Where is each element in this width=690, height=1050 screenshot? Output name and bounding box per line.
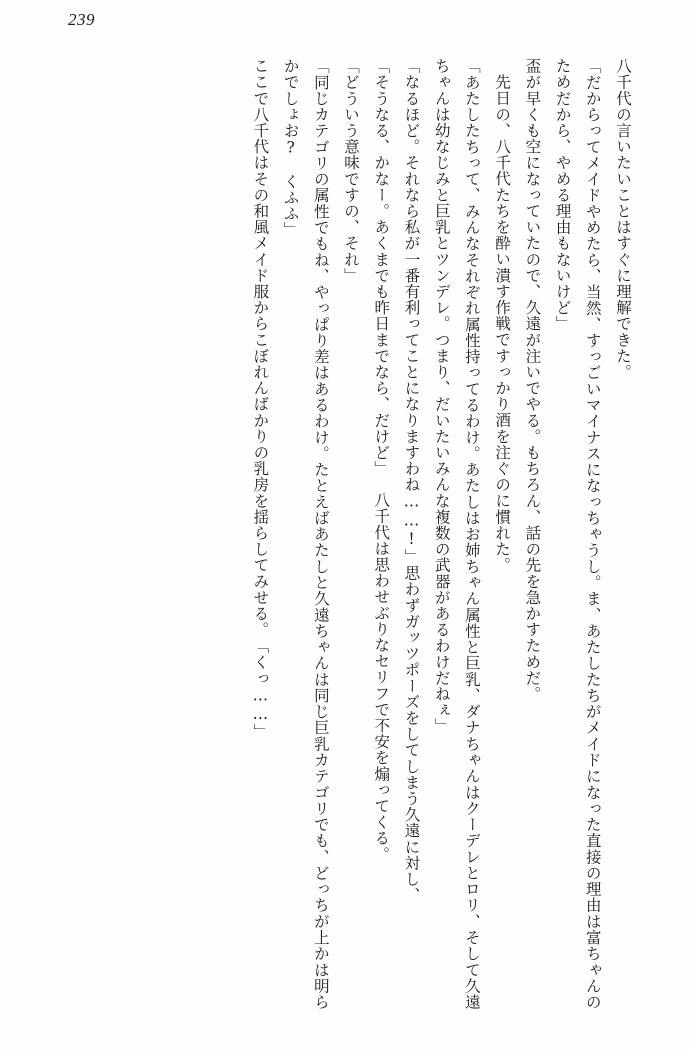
paragraph: 「なるほど。それなら私が一番有利ってことになりますわね……!」 [402,58,421,565]
paragraph: 「だからってメイドやめたら、当然、すっごいマイナスになっちゃうし。ま、あたしたちがメイドになった直接の理由は富ちゃんのためだから、やめる理由もないけど」 [553,58,602,1010]
paragraph: 「どういう意味ですの、それ」 [342,58,361,284]
paragraph: 「同じカテゴリの属性でもね、やっぱり差はあるわけ。たとえばあたしと久遠ちゃんは同じ巨乳カテゴリでも、どっちが上かは明らかでしょお? くふふ」 [281,58,330,1010]
paragraph: 八千代は思わせぶりなセリフで不安を煽ってくる。 [372,492,391,863]
paragraph: 「くっ……」 [251,637,270,740]
paragraph: 「そうなる、かなー。あくまでも昨日までなら、だけど」 [372,58,391,477]
paragraph: 思わずガッツポーズをしてしまう久遠に対し、 [402,564,421,903]
paragraph: 八千代の言いたいことはすぐに理解できた。 [614,58,632,380]
paragraph: 「あたしたちって、みんなそれぞれ属性持ってるわけ。あたしはお姉ちゃん属性と巨乳、ダナちゃんはクーデレとロリ、そして久遠ちゃんは幼なじみと巨乳とツンデレ。つまり、だいたいみんな複数の武器があるわけだねぇ」 [432,58,481,1010]
page-body [46,58,638,1010]
paragraph: ここで八千代はその和風メイド服からこぼれんばかりの乳房を揺らしてみせる。 [251,58,270,638]
page-number: 239 [68,10,95,29]
paragraph: 盃が早くも空になっていたので、久遠が注いでやる。もちろん、話の先を急かすためだ。 [523,58,542,702]
paragraph: 先日の、八千代たちを酔い潰す作戦ですっかり酒を注ぐのに慣れた。 [493,73,512,573]
